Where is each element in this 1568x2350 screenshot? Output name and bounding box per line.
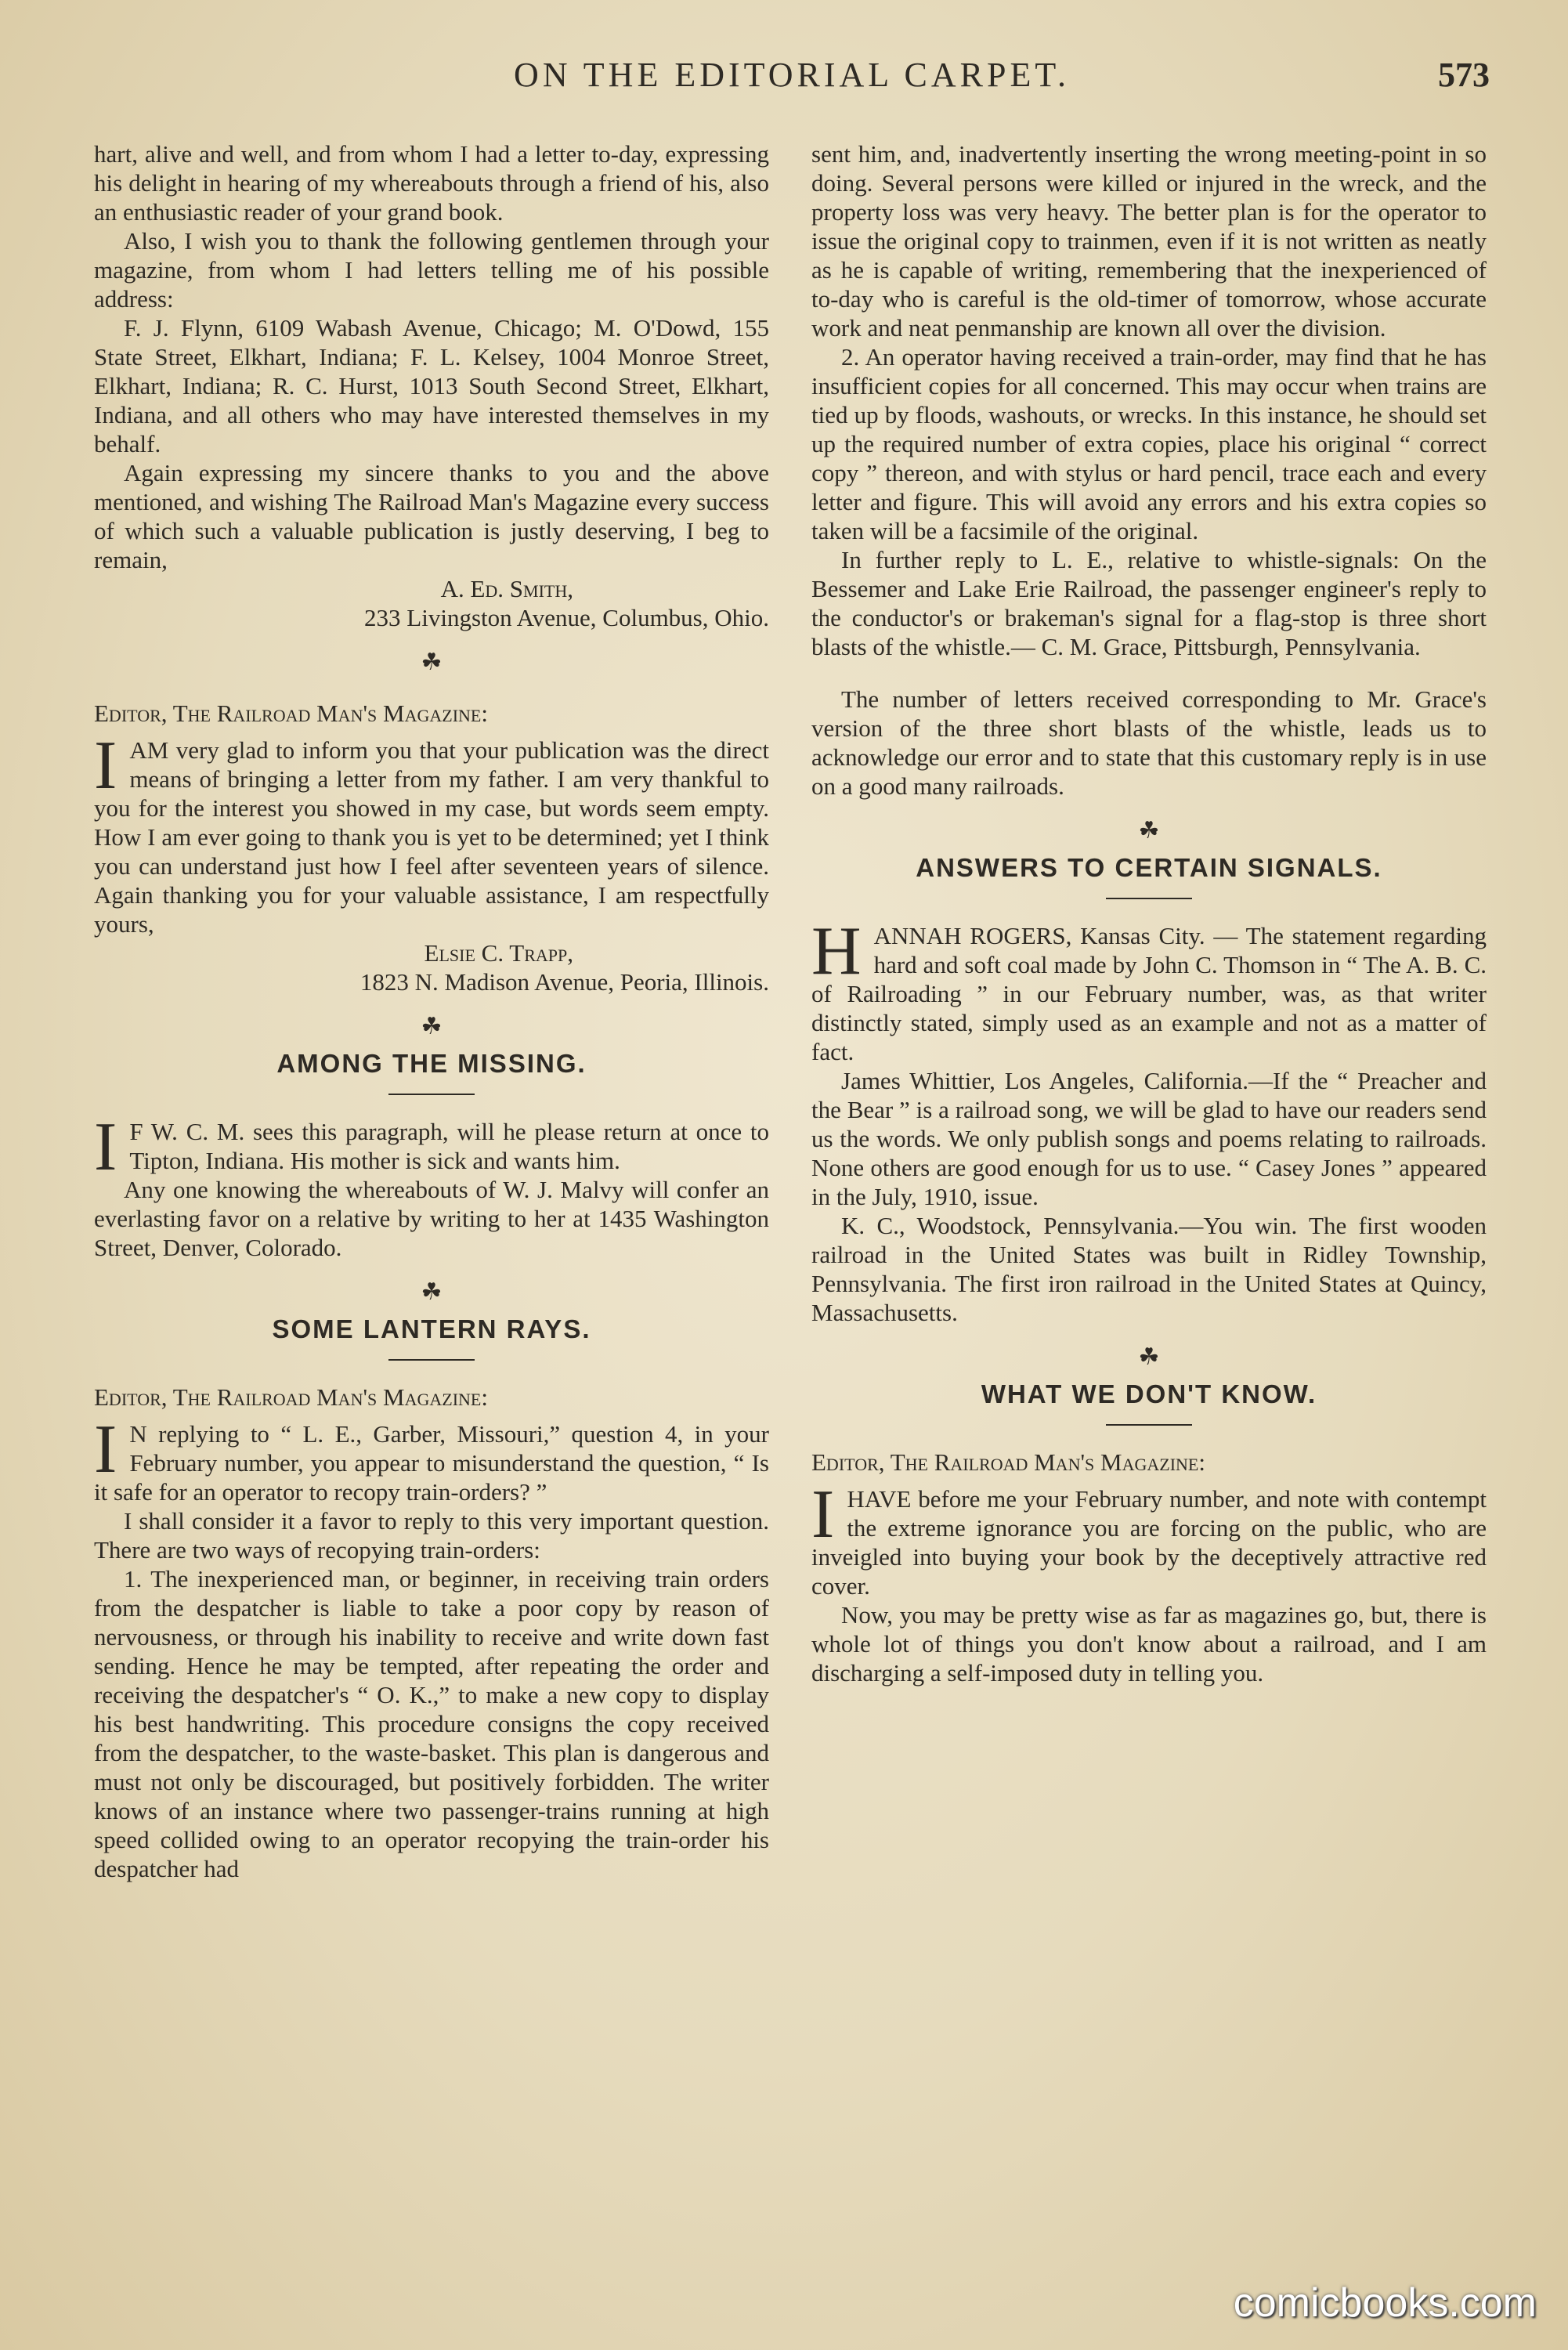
drop-cap: I <box>94 1109 117 1185</box>
letter1-paragraph: F. J. Flynn, 6109 Wabash Avenue, Chicago; M. O'Dowd, 155 State Street, Elkhart, Indiana; F. L. Kelsey, 1004 Monroe Street, Elkhart, Indiana; R. C. Hurst, 1013 South Second Street, Elkhart, Indiana, and all others who may have interested themselves in my behalf. <box>94 314 769 457</box>
left-column <box>94 139 769 1883</box>
lantern-text: N replying to “ L. E., Garber, Missouri,” question 4, in your February number, you appear to misunderstand the question, “ Is it safe for an operator to recopy train-orders? ” <box>94 1420 769 1506</box>
heading-rule <box>388 1359 475 1361</box>
missing-paragraph: Any one knowing the whereabouts of W. J. Malvy will confer an everlasting favor on a relative by writing to her at 1435 Washington Street, Denver, Colorado. <box>94 1176 769 1261</box>
dontknow-text: HAVE before me your February number, and note with contempt the extreme ignorance you are forcing on the public, who are inveigled into buying your book by the deceptively attractive red cover. <box>811 1485 1487 1600</box>
answers-paragraph <box>811 913 1487 1066</box>
heading-rule <box>1106 1424 1192 1426</box>
spacer <box>811 661 1487 685</box>
lantern-paragraph: 1. The inexperienced man, or beginner, in receiving train orders from the despatcher is liable to take a poor copy by reason of nervousness, or through his inability to receive and write down fast sending. Hence he may be tempted, after repeating the order and receiving the despatcher's “ O. K.,” to make a new copy to display his best handwriting. This procedure consigns the copy received from the despatcher, to the waste-basket. This plan is dangerous and must not only be discouraged, but positively forbidden. The writer knows of an instance where two passenger-trains running at high speed collided owing to an operator recopying the train-order his despatcher had <box>94 1565 769 1882</box>
letter1-paragraph: Also, I wish you to thank the following gentlemen through your magazine, from whom I had letters telling me of his possible address: <box>94 227 769 313</box>
section-heading-dontknow: WHAT WE DON'T KNOW. <box>981 1379 1317 1408</box>
letter1-paragraph: hart, alive and well, and from whom I had a letter to-day, expressing his delight in hearing of my whereabouts through a friend of his, also an enthusiastic reader of your grand book. <box>94 140 769 226</box>
lantern-continued-paragraph: sent him, and, inadvertently inserting the wrong meeting-point in so doing. Several persons were killed or injured in the wreck, and the property loss was very heavy. The better plan is for the operator to issue the original copy to trainmen, even if it is not written as neatly as he is capable of writing, remembering that the inexperienced of to-day who is careful is the old-timer of tomorrow, whose accurate work and neat penmanship are known all over the division. <box>811 140 1487 342</box>
watermark: comicbooks.com <box>1233 2280 1537 2326</box>
dontknow-paragraph: Now, you may be pretty wise as far as magazines go, but, there is whole lot of things you don't know about a railroad, and I am discharging a self-imposed duty in telling you. <box>811 1601 1487 1687</box>
leaf-ornament-icon: ☘ <box>1138 818 1160 844</box>
lantern-continued-paragraph: 2. An operator having received a train-order, may find that he has insufficient copies for all concerned. This may occur when trains are tied up by floods, washouts, or wrecks. In this instance, he should set up the required number of extra copies, place his original “ correct copy ” thereon, and with stylus or hard pencil, trace each and every letter and figure. This will avoid any errors and his extra copies so taken will be a facsimile of the original. <box>811 343 1487 544</box>
page-number: 573 <box>1438 56 1490 94</box>
signature-address: 1823 N. Madison Avenue, Peoria, Illinois. <box>359 968 769 996</box>
dontknow-paragraph <box>811 1477 1487 1600</box>
lantern-paragraph: I shall consider it a favor to reply to this very important question. There are two ways of recopying train-orders: <box>94 1507 769 1564</box>
missing-paragraph <box>94 1109 769 1185</box>
editor-salutation: Editor, The Railroad Man's Magazine: <box>94 700 488 727</box>
answers-paragraph: K. C., Woodstock, Pennsylvania.—You win. The first wooden railroad in the United States was built in Ridley Township, Pennsylvania. The first iron railroad in the United States at Quincy, Massachusetts. <box>811 1212 1487 1326</box>
page-header <box>94 55 1490 110</box>
section-heading-answers: ANSWERS TO CERTAIN SIGNALS. <box>916 853 1382 882</box>
right-column <box>811 139 1487 1687</box>
leaf-ornament-icon: ☘ <box>421 1014 443 1039</box>
letter2-paragraph <box>94 728 769 938</box>
letter2-text: AM very glad to inform you that your publication was the direct means of bringing a letter from my father. I am very thankful to you for the interest you showed in my case, but words seem empty. How I am ever going to thank you is yet to be determined; yet I think you can understand just how I feel after seventeen years of silence. Again thanking you for your valuable assistance, I am respectfully yours, <box>94 736 769 938</box>
leaf-ornament-icon: ☘ <box>1138 1344 1160 1370</box>
section-heading-missing: AMONG THE MISSING. <box>276 1049 587 1078</box>
heading-rule <box>1106 898 1192 899</box>
leaf-ornament-icon: ☘ <box>421 1279 443 1305</box>
signature-name: A. Ed. Smith, <box>440 575 573 602</box>
drop-cap: H <box>811 913 862 989</box>
drop-cap: I <box>94 728 117 804</box>
signature-name: Elsie C. Trapp, <box>424 939 573 967</box>
answers-text: ANNAH ROGERS, Kansas City. — The statement regarding hard and soft coal made by John C. Thomson in “ The A. B. C. of Railroading ” in our February number, was, as that writer distinctly stated, simply used as an example and not as a matter of fact. <box>811 922 1487 1065</box>
lantern-paragraph <box>94 1412 769 1506</box>
editorial-note: The number of letters received corresponding to Mr. Grace's version of the three short blasts of the whistle, leads us to acknowledge our error and to state that this customary reply is in use on a good many railroads. <box>811 685 1487 800</box>
answers-paragraph: James Whittier, Los Angeles, California.—If the “ Preacher and the Bear ” is a railroad song, we will be glad to have our readers send us the words. We only publish songs and poems relating to railroads. None others are good enough for us to use. “ Casey Jones ” appeared in the July, 1910, issue. <box>811 1067 1487 1210</box>
leaf-ornament-icon: ☘ <box>421 649 443 675</box>
running-title: ON THE EDITORIAL CARPET. <box>514 56 1070 94</box>
signature-address: 233 Livingston Avenue, Columbus, Ohio. <box>364 604 769 631</box>
heading-rule <box>388 1094 475 1095</box>
missing-text: F W. C. M. sees this paragraph, will he please return at once to Tipton, Indiana. His mother is sick and wants him. <box>129 1118 769 1174</box>
drop-cap: I <box>94 1412 117 1488</box>
letter1-paragraph: Again expressing my sincere thanks to you and the above mentioned, and wishing The Railroad Man's Magazine every success of which such a valuable publication is justly deserving, I beg to remain, <box>94 459 769 573</box>
section-heading-lantern: SOME LANTERN RAYS. <box>272 1314 591 1343</box>
editor-salutation: Editor, The Railroad Man's Magazine: <box>811 1448 1205 1476</box>
editor-salutation: Editor, The Railroad Man's Magazine: <box>94 1383 488 1411</box>
lantern-continued-paragraph: In further reply to L. E., relative to whistle-signals: On the Bessemer and Lake Erie Railroad, the passenger engineer's reply to the conductor's or brakeman's signal for a flag-stop is three short blasts of the whistle.— C. M. Grace, Pittsburgh, Pennsylvania. <box>811 546 1487 660</box>
drop-cap: I <box>811 1477 835 1553</box>
